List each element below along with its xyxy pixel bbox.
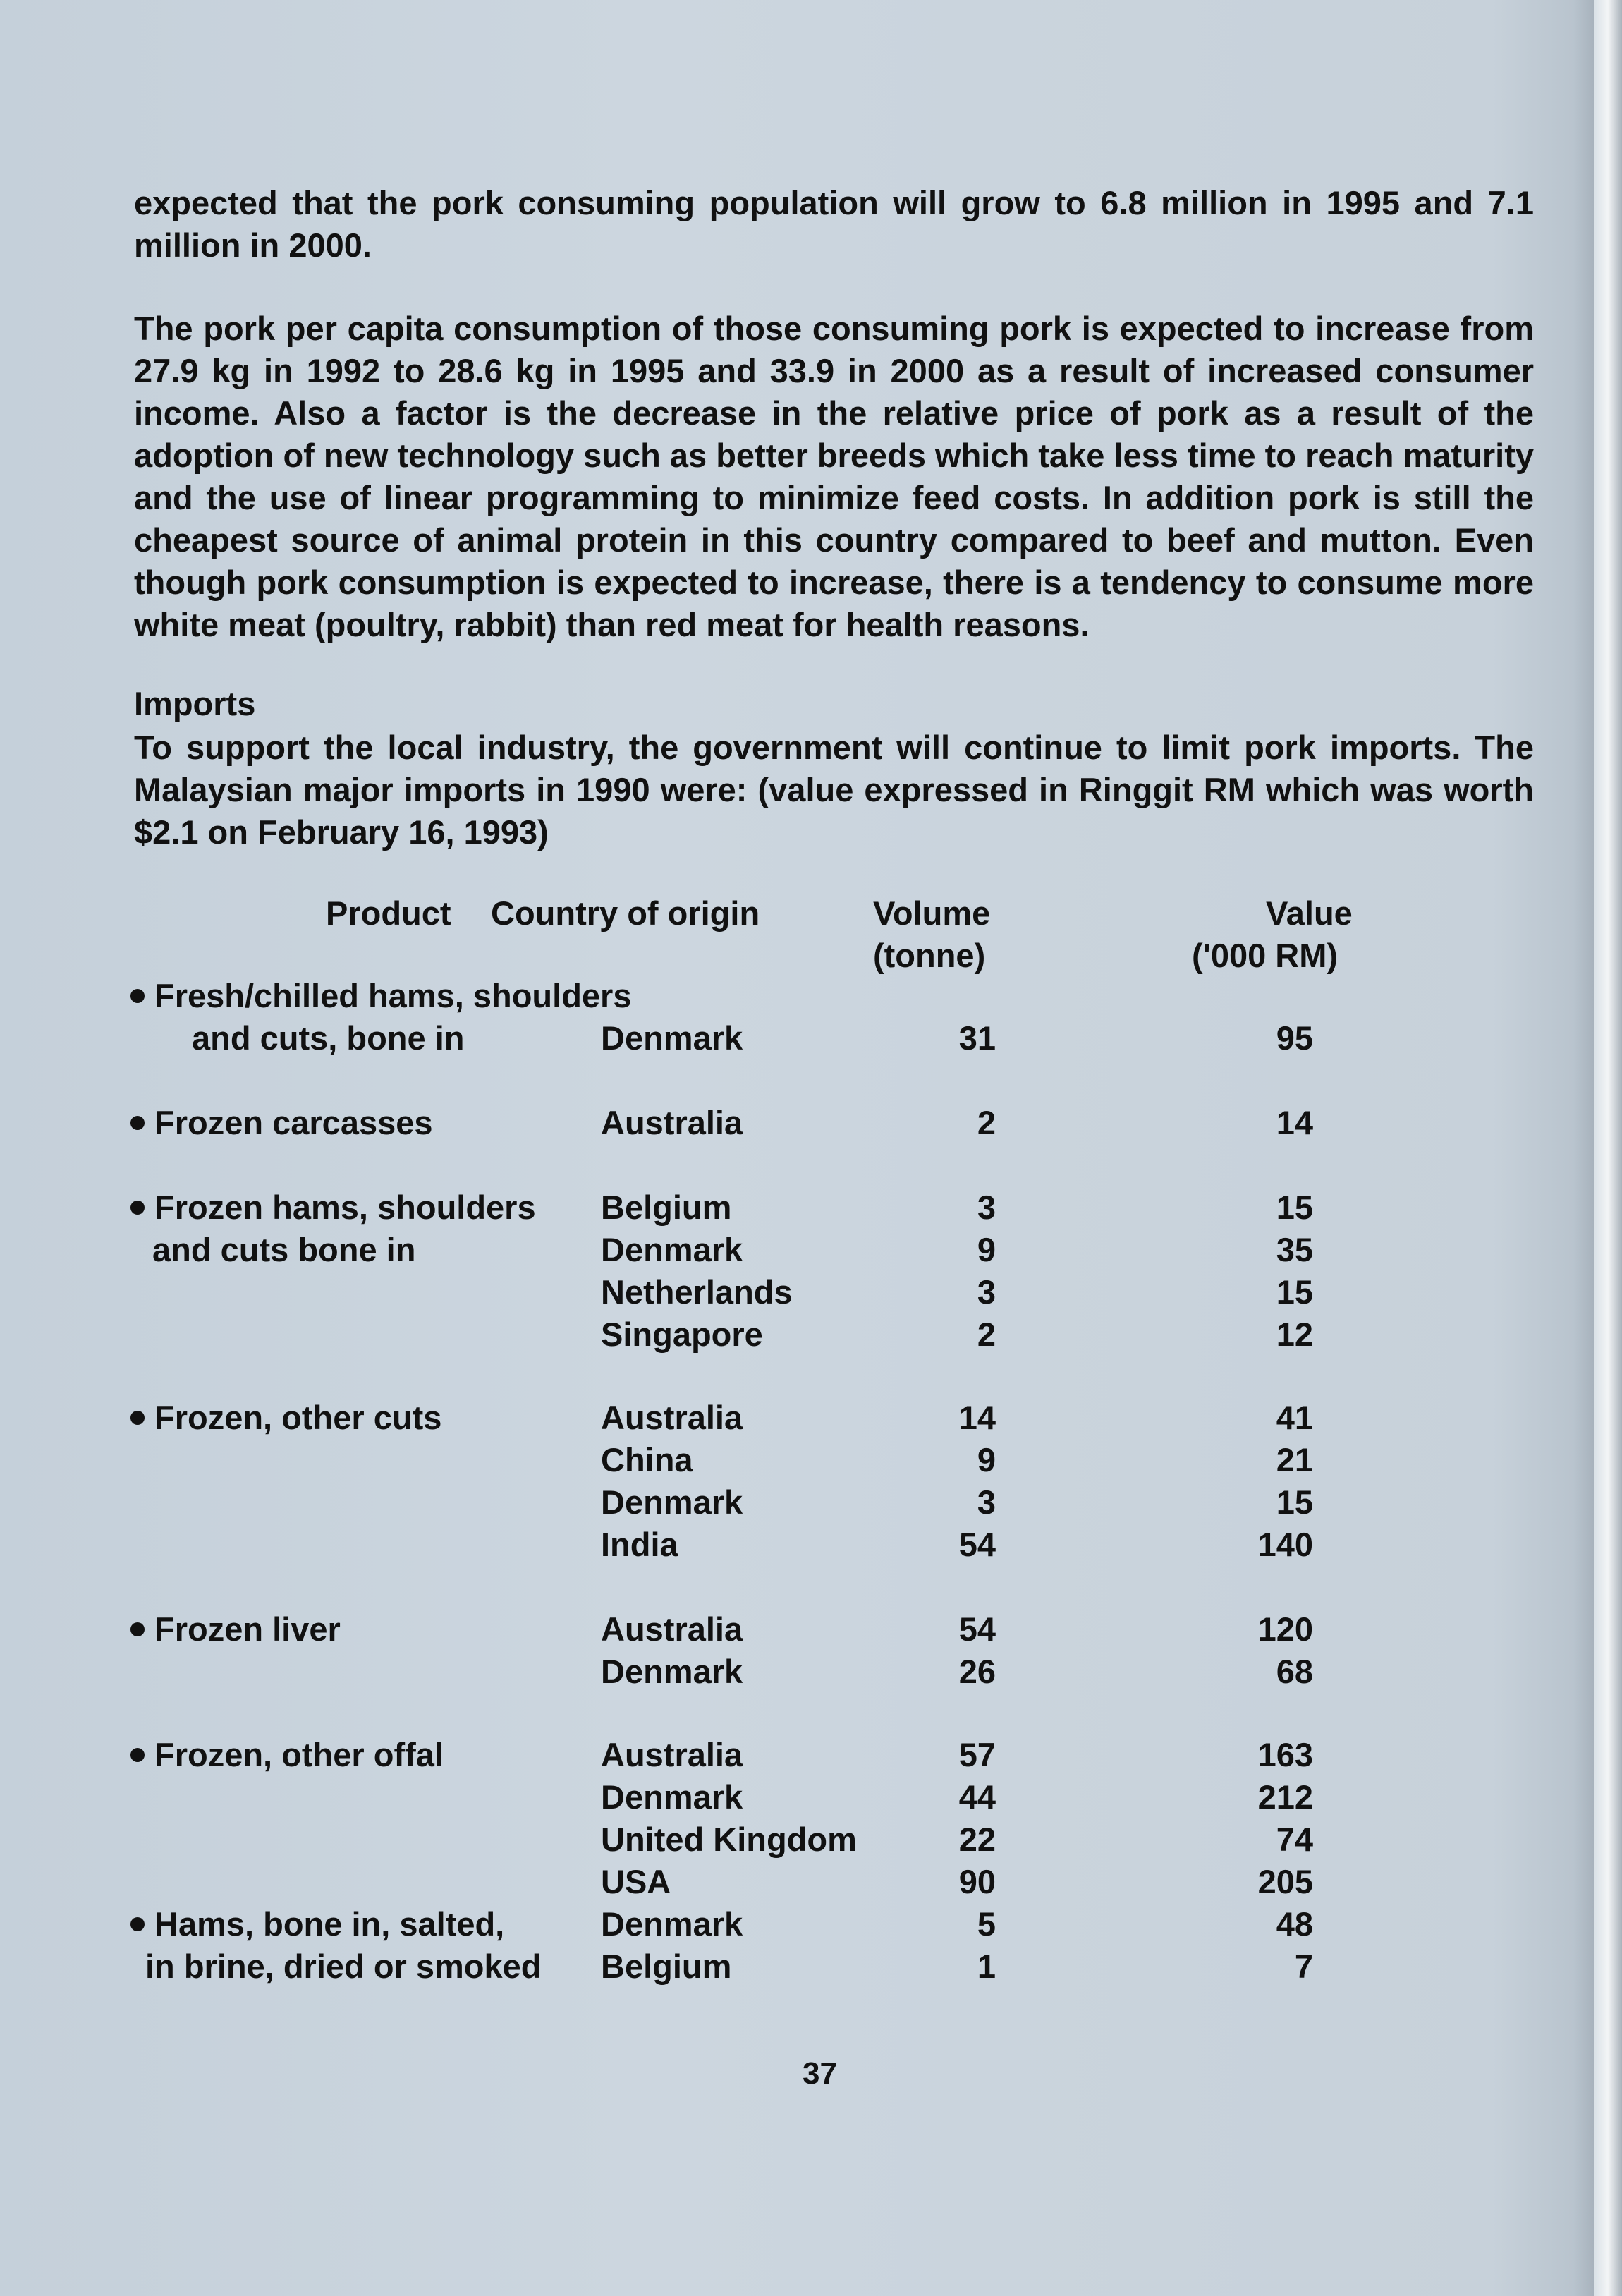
volume-cell: 54 bbox=[958, 1526, 996, 1563]
value-cell: 12 bbox=[1276, 1316, 1313, 1353]
table-row bbox=[0, 1903, 1622, 1945]
value-cell: 140 bbox=[1257, 1526, 1313, 1563]
table-row bbox=[0, 1271, 1622, 1313]
volume-cell: 90 bbox=[958, 1863, 996, 1900]
header-volume: Volume bbox=[873, 894, 991, 932]
table-row bbox=[0, 1229, 1622, 1271]
product-label-continued: and cuts bone in bbox=[152, 1231, 416, 1268]
volume-cell: 9 bbox=[977, 1231, 996, 1268]
product-label: Frozen, other cuts bbox=[154, 1399, 442, 1436]
country-cell: Netherlands bbox=[601, 1273, 793, 1311]
volume-cell: 5 bbox=[977, 1905, 996, 1943]
table-row bbox=[0, 1524, 1622, 1566]
table-row bbox=[0, 1397, 1622, 1439]
value-cell: 163 bbox=[1257, 1736, 1313, 1773]
value-cell: 21 bbox=[1276, 1441, 1313, 1478]
table-row bbox=[0, 1186, 1622, 1229]
country-cell: Belgium bbox=[601, 1189, 732, 1226]
value-cell: 120 bbox=[1257, 1610, 1313, 1648]
product-label: Fresh/chilled hams, shoulders bbox=[154, 977, 632, 1014]
bullet-icon bbox=[130, 989, 145, 1003]
header-product: Product bbox=[326, 894, 451, 932]
country-cell: Australia bbox=[601, 1736, 743, 1773]
volume-cell: 3 bbox=[977, 1273, 996, 1311]
product-label: Frozen hams, shoulders bbox=[154, 1189, 536, 1226]
value-cell: 15 bbox=[1276, 1189, 1313, 1226]
table-row bbox=[0, 1608, 1622, 1651]
value-cell: 205 bbox=[1257, 1863, 1313, 1900]
volume-cell: 3 bbox=[977, 1189, 996, 1226]
value-cell: 15 bbox=[1276, 1273, 1313, 1311]
table-row bbox=[0, 1102, 1622, 1144]
value-cell: 15 bbox=[1276, 1483, 1313, 1521]
product-label: Hams, bone in, salted, bbox=[154, 1905, 505, 1943]
country-cell: Belgium bbox=[601, 1948, 732, 1985]
product-label: Frozen liver bbox=[154, 1610, 341, 1648]
volume-cell: 31 bbox=[958, 1019, 996, 1057]
volume-cell: 54 bbox=[958, 1610, 996, 1648]
volume-cell: 14 bbox=[958, 1399, 996, 1436]
country-cell: United Kingdom bbox=[601, 1821, 857, 1858]
value-cell: 74 bbox=[1276, 1821, 1313, 1858]
country-cell: Denmark bbox=[601, 1019, 743, 1057]
header-value-unit: ('000 RM) bbox=[1192, 937, 1339, 974]
header-value: Value bbox=[1266, 894, 1353, 932]
product-item bbox=[130, 975, 631, 1017]
table-row bbox=[0, 1861, 1622, 1903]
product-label-continued: in brine, dried or smoked bbox=[145, 1948, 542, 1985]
value-cell: 14 bbox=[1276, 1104, 1313, 1141]
volume-cell: 1 bbox=[977, 1948, 996, 1985]
volume-cell: 44 bbox=[958, 1778, 996, 1816]
country-cell: China bbox=[601, 1441, 693, 1478]
product-label: Frozen carcasses bbox=[154, 1104, 433, 1141]
value-cell: 41 bbox=[1276, 1399, 1313, 1436]
table-row bbox=[0, 1481, 1622, 1524]
table-row bbox=[0, 1776, 1622, 1818]
volume-cell: 9 bbox=[977, 1441, 996, 1478]
volume-cell: 22 bbox=[958, 1821, 996, 1858]
value-cell: 7 bbox=[1294, 1948, 1313, 1985]
value-cell: 95 bbox=[1276, 1019, 1313, 1057]
volume-cell: 57 bbox=[958, 1736, 996, 1773]
volume-cell: 26 bbox=[958, 1653, 996, 1690]
product-label: Frozen, other offal bbox=[154, 1736, 444, 1773]
table-row bbox=[0, 1945, 1622, 1988]
country-cell: Singapore bbox=[601, 1316, 763, 1353]
country-cell: India bbox=[601, 1526, 678, 1563]
table-row bbox=[0, 1313, 1622, 1356]
country-cell: USA bbox=[601, 1863, 671, 1900]
table-row bbox=[0, 1651, 1622, 1693]
page-number: 37 bbox=[803, 2056, 837, 2091]
value-cell: 212 bbox=[1257, 1778, 1313, 1816]
country-cell: Denmark bbox=[601, 1653, 743, 1690]
imports-paragraph: To support the local industry, the government will continue to limit pork imports. The Malaysian major imports in 1990 were: (value expressed in Ringgit RM which was worth $2.1 on February 16, 1993) bbox=[134, 729, 1534, 851]
header-country: Country of origin bbox=[491, 894, 760, 932]
table-row bbox=[0, 1017, 1622, 1059]
country-cell: Denmark bbox=[601, 1483, 743, 1521]
header-volume-unit: (tonne) bbox=[873, 937, 986, 974]
volume-cell: 2 bbox=[977, 1316, 996, 1353]
value-cell: 48 bbox=[1276, 1905, 1313, 1943]
country-cell: Australia bbox=[601, 1399, 743, 1436]
country-cell: Denmark bbox=[601, 1778, 743, 1816]
value-cell: 35 bbox=[1276, 1231, 1313, 1268]
paragraph-consumption: The pork per capita consumption of those consuming pork is expected to increase from 27.9 kg in 1992 to 28.6 kg in 1995 and 33.9 in 2000 as a result of increased consumer income. Also a factor is the decrease in the relative price of pork as a result of the adoption of new technology such as better breeds which take less time to reach maturity and the use of linear programming to minimize feed costs. In addition pork is still the cheapest source of animal protein in this country compared to beef and mutton. Even though pork consumption is expected to increase, there is a tendency to consume more white meat (poultry, rabbit) than red meat for health reasons. bbox=[134, 310, 1534, 643]
product-label-continued: and cuts, bone in bbox=[192, 1019, 465, 1057]
country-cell: Australia bbox=[601, 1104, 743, 1141]
paragraph-population: expected that the pork consuming population will grow to 6.8 million in 1995 and 7.1 million in 2000. bbox=[134, 184, 1534, 264]
volume-cell: 3 bbox=[977, 1483, 996, 1521]
country-cell: Australia bbox=[601, 1610, 743, 1648]
table-row bbox=[0, 1818, 1622, 1861]
volume-cell: 2 bbox=[977, 1104, 996, 1141]
table-row bbox=[0, 1734, 1622, 1776]
value-cell: 68 bbox=[1276, 1653, 1313, 1690]
table-row bbox=[0, 1439, 1622, 1481]
country-cell: Denmark bbox=[601, 1231, 743, 1268]
country-cell: Denmark bbox=[601, 1905, 743, 1943]
imports-heading: Imports bbox=[134, 685, 256, 722]
